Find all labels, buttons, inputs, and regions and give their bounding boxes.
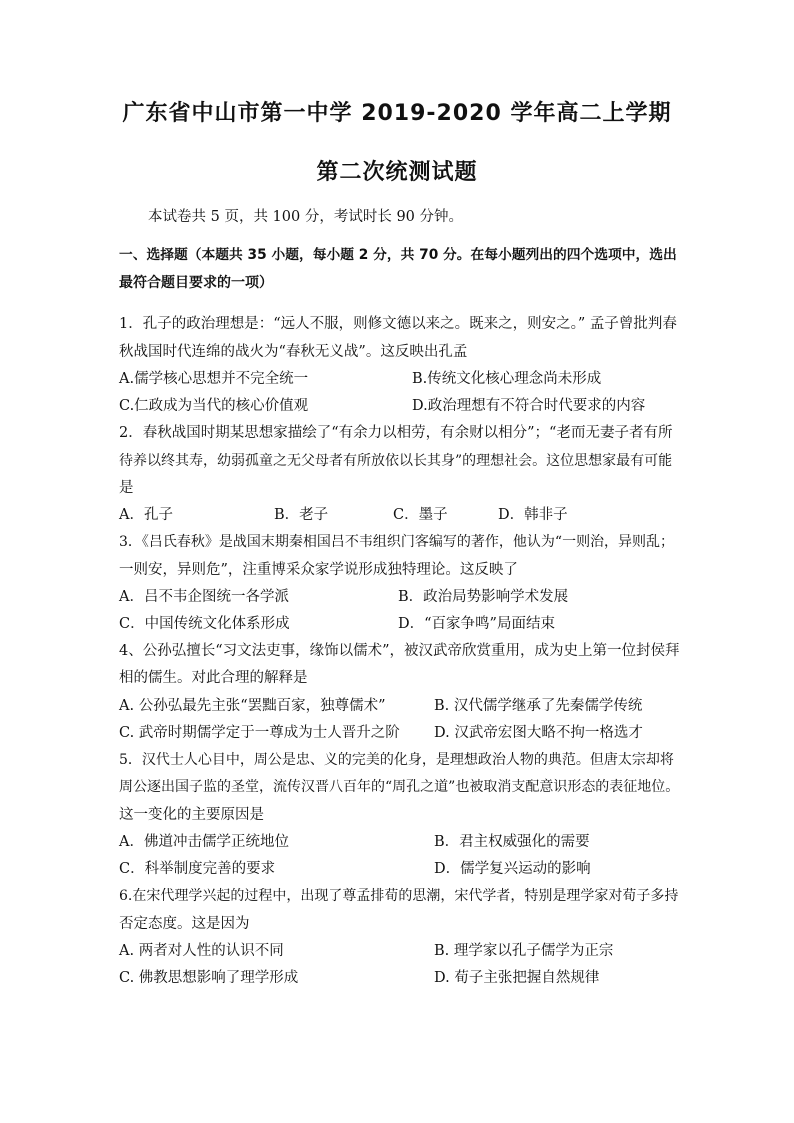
- question-3-stem-line2: 一则安，异则危”，注重博采众家学说形成独特理论。这反映了: [119, 562, 518, 578]
- question-4-option-b: B. 汉代儒学继承了先秦儒学传统: [434, 698, 643, 714]
- question-6-stem-line2: 否定态度。这是因为: [119, 916, 250, 932]
- question-1-option-a: A.儒学核心思想并不完全统一: [119, 371, 309, 387]
- question-2-stem-line1: 2．春秋战国时期某思想家描绘了“有余力以相劳，有余财以相分”；“老而无妻子者有所: [119, 425, 673, 441]
- question-1-option-c: C.仁政成为当代的核心价值观: [119, 398, 309, 414]
- question-5-stem-line1: 5．汉代士人心目中，周公是忠、义的完美的化身，是理想政治人物的典范。但唐太宗却将: [119, 752, 674, 768]
- question-3-stem-line1: 3．《吕氏春秋》是战国末期秦相国吕不韦组织门客编写的著作，他认为“一则治，异则乱；: [119, 534, 675, 550]
- question-5-option-a: A．佛道冲击儒学正统地位: [119, 834, 289, 850]
- question-3-option-b: B．政治局势影响学术发展: [398, 589, 569, 605]
- question-5-stem-line3: 这一变化的主要原因是: [119, 807, 264, 823]
- question-2-option-a: A．孔子: [119, 507, 173, 523]
- question-5-option-b: B．君主权威强化的需要: [434, 834, 590, 850]
- question-4-stem-line1: 4、公孙弘擅长“习文法吏事，缘饰以儒术”，被汉武帝欣赏重用，成为史上第一位封侯拜: [119, 643, 680, 659]
- question-6-option-c: C. 佛教思想影响了理学形成: [119, 970, 299, 986]
- exam-title-line1: 广东省中山市第一中学 2019-2020 学年高二上学期: [122, 101, 672, 126]
- question-4-option-a: A. 公孙弘最先主张“罢黜百家，独尊儒术”: [119, 698, 386, 714]
- question-2-stem-line3: 是: [119, 480, 134, 496]
- question-3-option-a: A．吕不韦企图统一各学派: [119, 589, 289, 605]
- question-3-option-d: D．“百家争鸣”局面结束: [398, 616, 555, 632]
- question-4-stem-line2: 相的儒生。对此合理的解释是: [119, 670, 308, 686]
- question-4-option-d: D. 汉武帝宏图大略不拘一格选才: [434, 725, 643, 741]
- question-5-option-c: C．科举制度完善的要求: [119, 861, 276, 877]
- question-1-option-b: B.传统文化核心理念尚未形成: [412, 371, 602, 387]
- section-heading-line2: 最符合题目要求的一项）: [119, 275, 273, 291]
- question-5-stem-line2: 周公逐出国子监的圣堂，流传汉晋八百年的“周孔之道”也被取消支配意识形态的表征地位。: [119, 779, 680, 795]
- question-6-stem-line1: 6.在宋代理学兴起的过程中，出现了尊孟排荀的思潮，宋代学者，特别是理学家对荀子多持: [119, 888, 679, 904]
- question-6-option-b: B. 理学家以孔子儒学为正宗: [434, 943, 614, 959]
- question-1-stem-line2: 秋战国时代连绵的战火为“春秋无义战”。这反映出孔孟: [119, 344, 468, 360]
- question-2-option-d: D．韩非子: [498, 507, 568, 523]
- question-6-option-d: D. 荀子主张把握自然规律: [434, 970, 600, 986]
- question-1-stem-line1: 1．孔子的政治理想是：“远人不服，则修文德以来之。既来之，则安之。” 孟子曾批判春: [119, 316, 677, 332]
- exam-title-line2: 第二次统测试题: [316, 160, 478, 185]
- question-5-option-d: D．儒学复兴运动的影响: [434, 861, 591, 877]
- question-1-option-d: D.政治理想有不符合时代要求的内容: [412, 398, 646, 414]
- question-2-option-c: C．墨子: [393, 507, 448, 523]
- question-2-stem-line2: 待养以终其寿，幼弱孤童之无父母者有所放依以长其身”的理想社会。这位思想家最有可能: [119, 453, 673, 469]
- question-4-option-c: C. 武帝时期儒学定于一尊成为士人晋升之阶: [119, 725, 400, 741]
- question-2-option-b: B．老子: [274, 507, 329, 523]
- section-heading-line1: 一、选择题（本题共 35 小题，每小题 2 分，共 70 分。在每小题列出的四个选项中，选出: [119, 247, 677, 263]
- question-3-option-c: C．中国传统文化体系形成: [119, 616, 290, 632]
- question-6-option-a: A. 两者对人性的认识不同: [119, 943, 284, 959]
- exam-intro: 本试卷共 5 页，共 100 分，考试时长 90 分钟。: [148, 209, 464, 225]
